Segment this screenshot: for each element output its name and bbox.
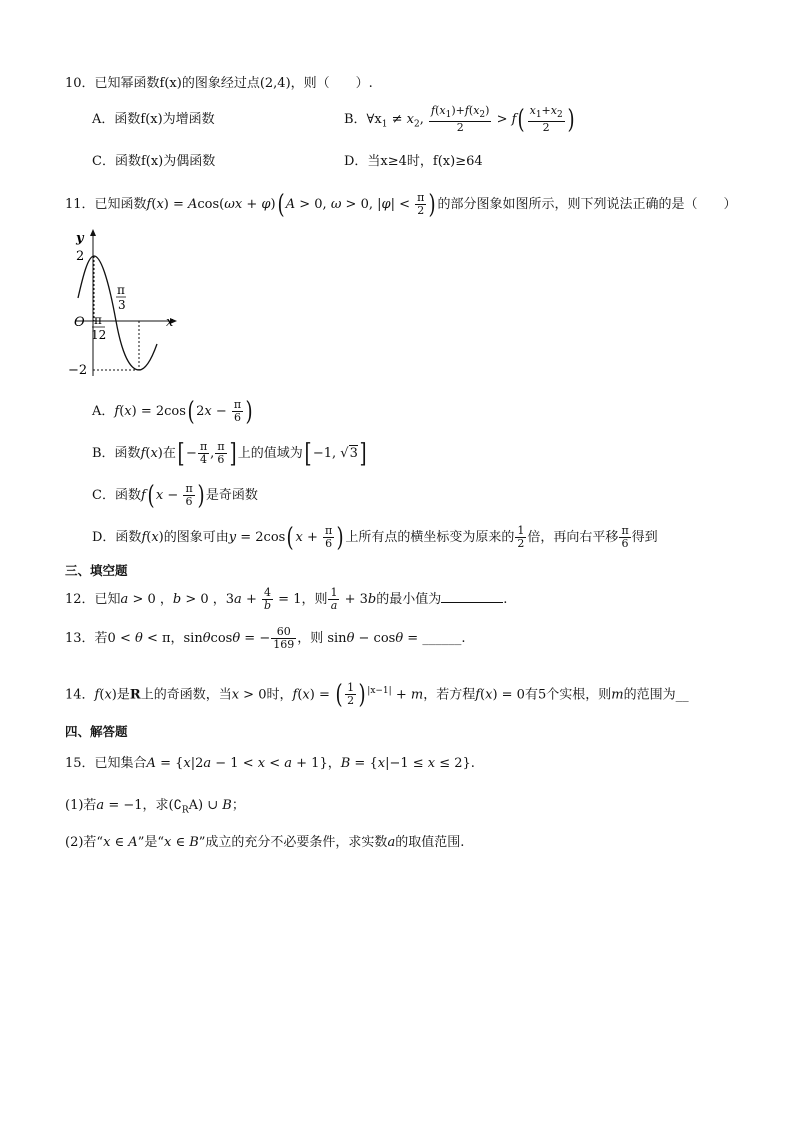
- section-fill-in-title: 三、填空题: [65, 563, 128, 578]
- fraction: $\frac{1}{a}$: [330, 586, 338, 612]
- y-axis-arrow: [90, 229, 96, 236]
- fraction: $\frac{\pi}{6}$: [621, 524, 629, 550]
- fraction: $\frac{x_1+x_2}{2}$: [529, 104, 563, 135]
- y-min-label: −2: [68, 363, 88, 378]
- q11-stem: 11．已知函数f(x) = Acos(ωx + φ)( A > 0, ω > 0, |φ| < $\frac{\pi}{2}$ ) 的部分图象如图所示，则下列说法正确的是（ ）: [65, 190, 737, 220]
- fraction: $\frac{\pi}{2}$: [417, 191, 425, 217]
- q10-option-b[interactable]: B．$\forall x_1 \ne x_2$, $\frac{f(x_1)+f(x_2)}{2}$ > f( $\frac{x_1+x_2}{2}$ ): [344, 104, 575, 136]
- q11-option-a[interactable]: A．f(x) = 2cos( 2x − $\frac{\pi}{6}$ ): [92, 397, 253, 427]
- q10-stem: 10．已知幂函数f(x)的图象经过点(2,4)，则（ ）.: [65, 76, 373, 91]
- x-axis-label: x: [166, 315, 174, 330]
- q10-option-d[interactable]: D．当x≥4时，f(x)≥64: [344, 154, 483, 169]
- q15-part2: (2)若“x ∈ A”是“x ∈ B”成立的充分不必要条件，求实数a的取值范围.: [65, 835, 465, 850]
- q11-option-d[interactable]: D．函数f(x)的图象可由y = 2cos( x + $\frac{\pi}{6}$ ) 上所有点的横坐标变为原来的 $\frac{1}{2}$ 倍，再向右平移 $\frac{\pi}{6}$ 得到: [92, 523, 658, 553]
- fraction: $\frac{\pi}{4}$: [199, 440, 208, 466]
- cosine-curve: [78, 256, 157, 370]
- fraction: $\frac{60}{169}$: [273, 625, 295, 651]
- fraction: $\frac{1}{2}$: [517, 524, 525, 550]
- answer-blank[interactable]: [441, 602, 503, 603]
- fraction: $\frac{\pi}{6}$: [217, 440, 225, 466]
- fraction: $\frac{\pi}{6}$: [325, 524, 333, 550]
- cosine-graph: [66, 226, 196, 386]
- y-axis-label: y: [76, 231, 84, 246]
- q11-option-b[interactable]: B．函数f(x)在[ − $\frac{\pi}{4}$ , $\frac{\pi}{6}$ ] 上的值域为[ −1, √3]: [92, 439, 367, 469]
- fraction: $\frac{\pi}{6}$: [185, 482, 193, 508]
- q11-option-c[interactable]: C．函数f( x − $\frac{\pi}{6}$ ) 是奇函数: [92, 481, 258, 511]
- section-answer-title: 四、解答题: [65, 724, 128, 739]
- fraction: $\frac{4}{b}$: [263, 586, 272, 612]
- q14: 14．f(x)是R上的奇函数，当x > 0时，f(x) = ( $\frac{1}{2}$ ) $^{|x-1|}$ + m，若方程f(x) = 0有5个实根，则m的范围为__: [65, 680, 689, 711]
- tick2-numerator: π: [117, 283, 125, 297]
- fraction: $\frac{1}{2}$: [347, 681, 355, 708]
- y-max-label: 2: [76, 249, 85, 264]
- tick1-numerator: π: [94, 313, 102, 327]
- fraction: $\frac{\pi}{6}$: [233, 398, 242, 424]
- origin-label: O: [74, 315, 85, 330]
- tick1-denominator: 12: [91, 328, 107, 342]
- tick2-denominator: 3: [118, 298, 126, 312]
- q10-option-a[interactable]: A．函数f(x)为增函数: [92, 112, 215, 127]
- fraction: $\frac{f(x_1)+f(x_2)}{2}$: [430, 104, 490, 135]
- q15-part1: (1)若a = −1，求$(∁_RA)$ ∪ B；: [65, 798, 245, 816]
- q10-option-c[interactable]: C．函数f(x)为偶函数: [92, 154, 216, 169]
- q13: 13．若0 < θ < π，sinθcosθ = − $\frac{60}{169}$ ，则 sinθ − cosθ = ______.: [65, 625, 466, 651]
- q15-stem: 15．已知集合A = {x|2a − 1 < x < a + 1}，B = {x|−1 ≤ x ≤ 2}.: [65, 756, 475, 771]
- q12: 12．已知a > 0 ，b > 0 ，3a + $\frac{4}{b}$ = 1，则 $\frac{1}{a}$ + 3b的最小值为 .: [65, 586, 508, 612]
